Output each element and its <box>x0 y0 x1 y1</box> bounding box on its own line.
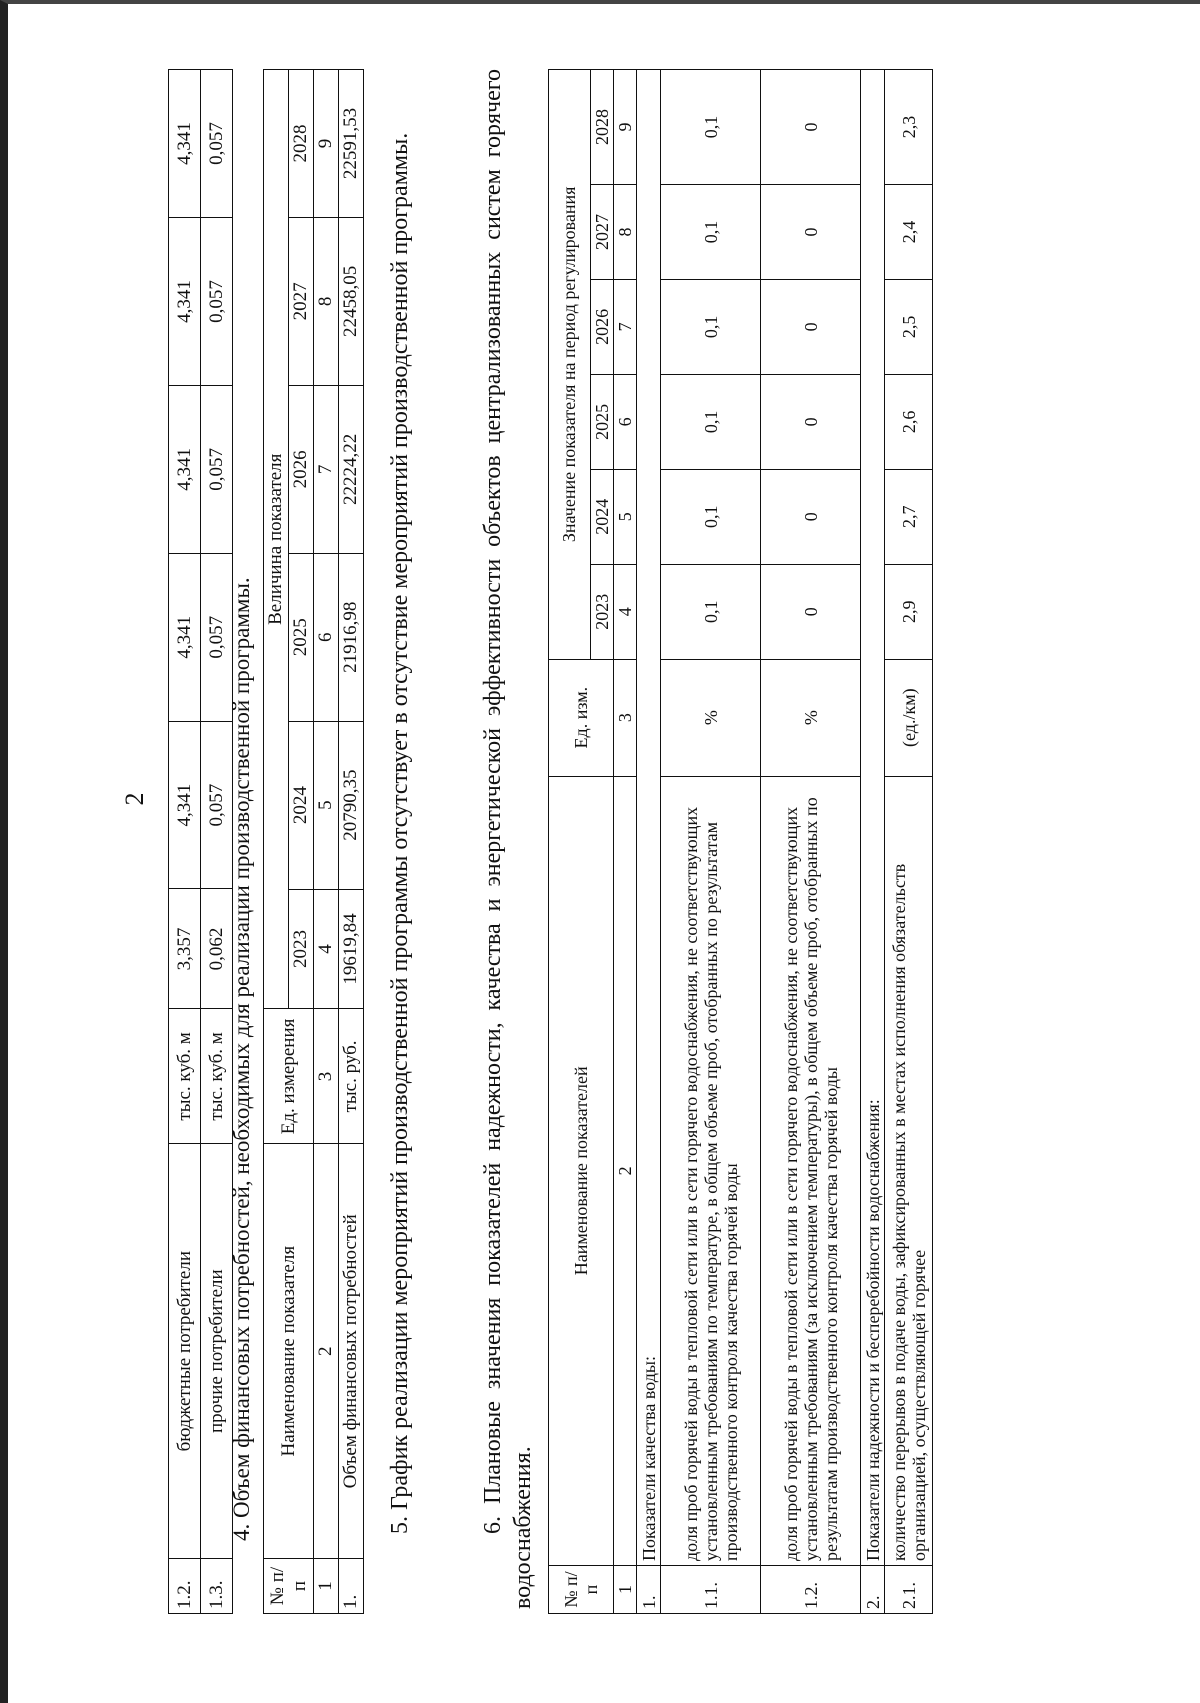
col-header-year: 2025 <box>591 374 614 469</box>
consumption-table <box>168 69 233 1614</box>
row-value: 4,341 <box>169 721 201 889</box>
col-header-year: 2026 <box>591 279 614 374</box>
row-value: 4,341 <box>169 70 201 218</box>
financial-needs-table <box>263 69 364 1614</box>
col-header-group: Величина показателя <box>264 70 289 1009</box>
index-cell: 5 <box>614 469 637 564</box>
row-value: 0,057 <box>201 385 233 553</box>
table-row <box>761 70 861 1614</box>
table-group-row <box>637 70 661 1614</box>
row-num: 1.2. <box>761 1566 861 1614</box>
row-name: доля проб горячей воды в тепловой сети или в сети горячего водоснабжения, не соответствующих установленным требованиям по температуре, в общем объеме проб, отобранных по результатам производственного контроля качества горячей воды <box>661 776 761 1565</box>
row-value: 3,357 <box>169 889 201 1009</box>
col-header-year: 2023 <box>289 889 314 1009</box>
row-value: 0,1 <box>661 70 761 185</box>
index-cell: 7 <box>314 385 339 553</box>
row-num: 1.3. <box>201 1559 233 1614</box>
col-header-num: № п/п <box>549 1566 614 1614</box>
row-num: 1. <box>637 1566 661 1614</box>
row-unit: (ед./км) <box>885 659 933 776</box>
row-value: 0 <box>761 564 861 659</box>
table-group-row <box>861 70 885 1614</box>
row-value: 0,1 <box>661 374 761 469</box>
row-value: 0 <box>761 185 861 280</box>
row-unit: % <box>761 659 861 776</box>
row-unit: тыс. куб. м <box>201 1009 233 1144</box>
row-name: Показатели качества воды: <box>637 70 661 1566</box>
index-cell: 4 <box>314 889 339 1009</box>
col-header-year: 2025 <box>289 553 314 721</box>
row-unit: тыс. руб. <box>339 1009 364 1144</box>
row-value: 0 <box>761 469 861 564</box>
table-header-row <box>264 70 289 1614</box>
row-name: прочие потребители <box>201 1144 233 1559</box>
index-cell: 3 <box>614 659 637 776</box>
row-value: 0,057 <box>201 70 233 218</box>
row-value: 2,6 <box>885 374 933 469</box>
col-header-num: № п/п <box>264 1559 314 1614</box>
row-value: 2,4 <box>885 185 933 280</box>
page-number: 2 <box>120 792 149 806</box>
row-num: 1.1. <box>661 1566 761 1614</box>
index-cell: 6 <box>314 553 339 721</box>
row-unit: % <box>661 659 761 776</box>
row-value: 19619,84 <box>339 889 364 1009</box>
rotated-content <box>148 64 929 1634</box>
index-cell: 9 <box>314 70 339 218</box>
index-cell: 2 <box>614 776 637 1565</box>
col-header-year: 2023 <box>591 564 614 659</box>
section6-paragraph: 6. Плановые значения показателей надежности, качества и энергетической эффективности объектов централизованных систем горячего водоснабжения. <box>480 69 536 1609</box>
row-value: 0,1 <box>661 469 761 564</box>
row-value: 2,9 <box>885 564 933 659</box>
col-header-name: Наименование показателей <box>549 776 614 1565</box>
row-value: 22458,05 <box>339 217 364 385</box>
section5-paragraph: 5. График реализации мероприятий производственной программы отсутствует в отсутствие мероприятий производственной программы. <box>387 132 413 1534</box>
index-cell: 2 <box>314 1144 339 1559</box>
index-cell: 1 <box>314 1559 339 1614</box>
row-name: бюджетные потребители <box>169 1144 201 1559</box>
row-value: 0,1 <box>661 279 761 374</box>
row-num: 1.2. <box>169 1559 201 1614</box>
index-cell: 4 <box>614 564 637 659</box>
row-value: 0,1 <box>661 564 761 659</box>
col-header-year: 2027 <box>591 185 614 280</box>
row-value: 0,1 <box>661 185 761 280</box>
col-header-group: Значение показателя на период регулирования <box>549 70 591 660</box>
row-value: 4,341 <box>169 553 201 721</box>
table-row <box>339 70 364 1614</box>
row-value: 2,3 <box>885 70 933 185</box>
row-value: 21916,98 <box>339 553 364 721</box>
col-header-year: 2024 <box>289 721 314 889</box>
index-cell: 5 <box>314 721 339 889</box>
row-num: 1. <box>339 1559 364 1614</box>
col-header-unit: Ед. изм. <box>549 659 614 776</box>
index-cell: 1 <box>614 1566 637 1614</box>
row-value: 22591,53 <box>339 70 364 218</box>
row-value: 0,057 <box>201 721 233 889</box>
col-header-year: 2028 <box>591 70 614 185</box>
table-row <box>169 70 201 1614</box>
table-header-row <box>549 70 591 1614</box>
index-cell: 8 <box>314 217 339 385</box>
row-unit: тыс. куб. м <box>169 1009 201 1144</box>
row-value: 0 <box>761 279 861 374</box>
row-value: 4,341 <box>169 218 201 386</box>
col-header-year: 2028 <box>289 70 314 218</box>
indicators-table <box>548 69 933 1614</box>
index-cell: 6 <box>614 374 637 469</box>
row-value: 0,062 <box>201 889 233 1009</box>
col-header-year: 2024 <box>591 469 614 564</box>
index-cell: 7 <box>614 279 637 374</box>
table-row <box>885 70 933 1614</box>
page-number-wrapper <box>120 784 150 814</box>
row-name: доля проб горячей воды в тепловой сети или в сети горячего водоснабжения, не соответствующих установленным требованиям (за исключением температуры), в общем объеме проб, отобранных по результатам производственного контроля качества горячей воды <box>761 776 861 1565</box>
row-name: Объем финансовых потребностей <box>339 1144 364 1559</box>
section4-heading: 4. Объем финансовых потребностей, необходимых для реализации производственной программы. <box>229 577 254 1541</box>
table-row <box>661 70 761 1614</box>
row-num: 2. <box>861 1566 885 1614</box>
row-value: 0 <box>761 70 861 185</box>
row-value: 0 <box>761 374 861 469</box>
row-name: Показатели надежности и бесперебойности водоснабжения: <box>861 70 885 1566</box>
col-header-unit: Ед. измерения <box>264 1009 314 1144</box>
table-index-row <box>614 70 637 1614</box>
row-name: количество перерывов в подаче воды, зафиксированных в местах исполнения обязательств организацией, осуществляющей горячее <box>885 776 933 1565</box>
col-header-year: 2026 <box>289 385 314 553</box>
row-value: 2,5 <box>885 279 933 374</box>
col-header-name: Наименование показателя <box>264 1144 314 1559</box>
index-cell: 9 <box>614 70 637 185</box>
col-header-year: 2027 <box>289 217 314 385</box>
row-value: 2,7 <box>885 469 933 564</box>
row-num: 2.1. <box>885 1566 933 1614</box>
index-cell: 3 <box>314 1009 339 1144</box>
table-index-row <box>314 70 339 1614</box>
row-value: 20790,35 <box>339 721 364 889</box>
row-value: 4,341 <box>169 385 201 553</box>
row-value: 0,057 <box>201 218 233 386</box>
row-value: 22224,22 <box>339 385 364 553</box>
index-cell: 8 <box>614 185 637 280</box>
row-value: 0,057 <box>201 553 233 721</box>
